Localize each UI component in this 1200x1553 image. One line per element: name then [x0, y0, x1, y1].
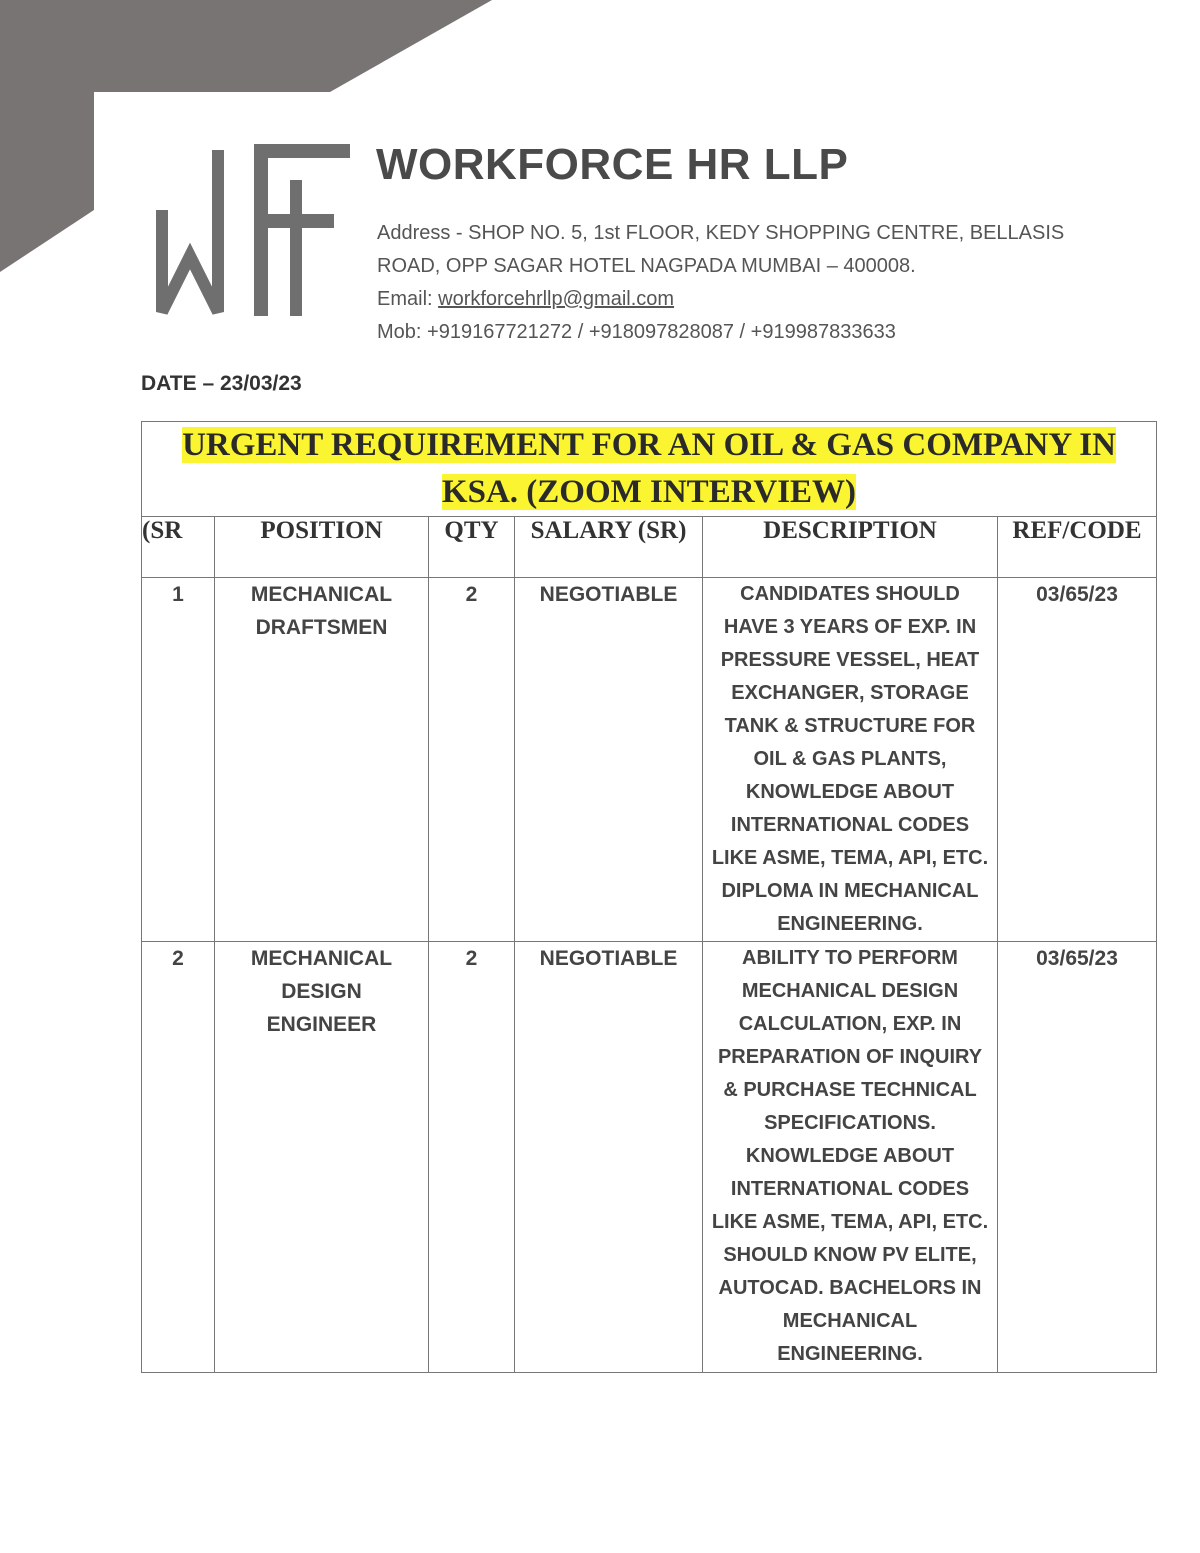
position-line: DESIGN — [281, 980, 362, 1003]
table-title — [142, 422, 1157, 517]
desc-line: MECHANICAL — [782, 1310, 918, 1332]
desc-line: LIKE ASME, TEMA, API, ETC. — [711, 847, 989, 869]
address-line-1: Address - SHOP NO. 5, 1st FLOOR, KEDY SHOPPING CENTRE, BELLASIS — [377, 222, 1065, 244]
email-line — [377, 288, 674, 311]
desc-line: EXCHANGER, STORAGE — [731, 682, 969, 704]
desc-line: KNOWLEDGE ABOUT — [745, 1145, 955, 1167]
requirements-table — [141, 421, 1157, 1373]
row-qty: 2 — [429, 578, 515, 942]
row-description — [703, 578, 998, 942]
header-qty: QTY — [429, 517, 515, 578]
mobile-line: Mob: +919167721272 / +918097828087 / +919987833633 — [377, 321, 896, 343]
position-line: ENGINEER — [266, 1013, 377, 1036]
table-row — [142, 578, 1157, 942]
desc-line: PREPARATION OF INQUIRY — [717, 1046, 983, 1068]
document-date: DATE – 23/03/23 — [141, 372, 302, 395]
header-row — [142, 517, 1157, 578]
email-link[interactable]: workforcehrllp@gmail.com — [438, 288, 675, 310]
row-position — [215, 942, 429, 1373]
row-ref: 03/65/23 — [998, 578, 1157, 942]
header-ref: REF/CODE — [998, 517, 1157, 578]
desc-line: AUTOCAD. BACHELORS IN — [718, 1277, 982, 1299]
desc-line: MECHANICAL DESIGN — [741, 980, 959, 1002]
position-line: MECHANICAL — [250, 947, 393, 970]
row-salary: NEGOTIABLE — [515, 578, 703, 942]
desc-line: HAVE 3 YEARS OF EXP. IN — [723, 616, 977, 638]
desc-line: INTERNATIONAL CODES — [730, 814, 970, 836]
email-label: Email: — [377, 288, 439, 310]
desc-line: CALCULATION, EXP. IN — [738, 1013, 962, 1035]
table-row — [142, 942, 1157, 1373]
position-line: MECHANICAL — [250, 583, 393, 606]
desc-line: CANDIDATES SHOULD — [740, 583, 960, 605]
desc-line: DIPLOMA IN MECHANICAL — [721, 880, 979, 902]
row-position — [215, 578, 429, 942]
desc-line: ENGINEERING. — [777, 1343, 923, 1365]
row-sr: 1 — [142, 578, 215, 942]
title-line-2: KSA. (ZOOM INTERVIEW) — [441, 474, 857, 510]
address-line-2: ROAD, OPP SAGAR HOTEL NAGPADA MUMBAI – 400008. — [377, 255, 916, 277]
title-line-1: URGENT REQUIREMENT FOR AN OIL & GAS COMPANY IN — [182, 427, 1116, 463]
row-description — [703, 942, 998, 1373]
position-line: DRAFTSMEN — [255, 616, 388, 639]
desc-line: LIKE ASME, TEMA, API, ETC. — [711, 1211, 989, 1233]
header-position: POSITION — [215, 517, 429, 578]
desc-line: PRESSURE VESSEL, HEAT — [720, 649, 980, 671]
header-salary: SALARY (SR) — [515, 517, 703, 578]
row-salary: NEGOTIABLE — [515, 942, 703, 1373]
desc-line: KNOWLEDGE ABOUT — [745, 781, 955, 803]
row-sr: 2 — [142, 942, 215, 1373]
desc-line: OIL & GAS PLANTS, — [753, 748, 947, 770]
company-name: WORKFORCE HR LLP — [376, 140, 849, 189]
desc-line: INTERNATIONAL CODES — [730, 1178, 970, 1200]
desc-line: TANK & STRUCTURE FOR — [724, 715, 976, 737]
desc-line: SHOULD KNOW PV ELITE, — [723, 1244, 977, 1266]
row-qty: 2 — [429, 942, 515, 1373]
row-ref: 03/65/23 — [998, 942, 1157, 1373]
desc-line: & PURCHASE TECHNICAL — [723, 1079, 977, 1101]
desc-line: SPECIFICATIONS. — [764, 1112, 936, 1134]
header-description: DESCRIPTION — [703, 517, 998, 578]
desc-line: ABILITY TO PERFORM — [742, 947, 958, 969]
desc-line: ENGINEERING. — [777, 913, 923, 935]
header-sr: (SR — [142, 517, 215, 578]
company-logo — [150, 140, 360, 325]
